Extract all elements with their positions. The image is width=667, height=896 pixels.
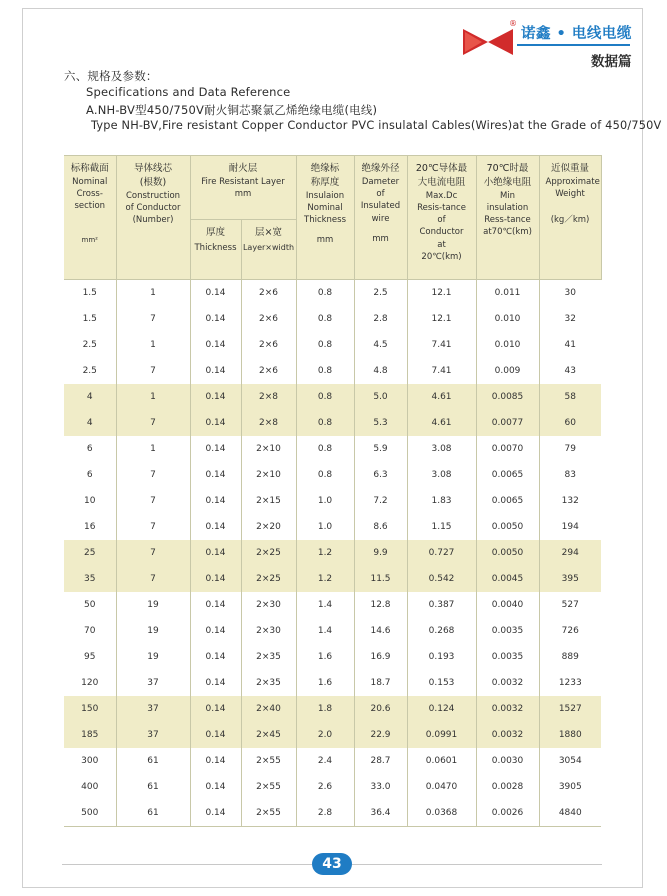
header-nominal-section: 标称截面 Nominal Cross-section mm² xyxy=(64,156,116,280)
table-row xyxy=(64,306,601,332)
table-cell: 61 xyxy=(116,800,190,827)
header-max-resistance: 20℃导体最大电流电阻 Max.Dc Resis-tance of Conductor at 20℃(km) xyxy=(407,156,476,280)
table-cell: 7 xyxy=(116,306,190,332)
table-cell: 50 xyxy=(84,600,96,610)
table-cell: 0.0032 xyxy=(476,722,539,748)
table-cell: 70 xyxy=(84,626,96,636)
table-cell: 58 xyxy=(539,384,601,410)
table-cell: 0.14 xyxy=(190,592,241,618)
table-cell: 0.542 xyxy=(407,566,476,592)
table-row xyxy=(64,748,601,774)
table-cell: 0.268 xyxy=(407,618,476,644)
table-row xyxy=(64,618,601,644)
table-cell: 33.0 xyxy=(354,774,407,800)
table-cell: 0.14 xyxy=(190,618,241,644)
table-cell: 2.8 xyxy=(354,306,407,332)
table-cell: 18.7 xyxy=(354,670,407,696)
table-cell: 0.8 xyxy=(296,358,354,384)
table-cell: 1.6 xyxy=(296,670,354,696)
table-cell: 0.14 xyxy=(190,774,241,800)
table-cell: 0.14 xyxy=(190,722,241,748)
table-cell: 0.8 xyxy=(296,410,354,436)
table-cell: 0.14 xyxy=(190,800,241,827)
brand-name xyxy=(509,19,632,43)
table-cell: 7 xyxy=(116,488,190,514)
table-cell: 150 xyxy=(64,696,116,722)
table-cell: 0.0077 xyxy=(476,410,539,436)
table-cell: 132 xyxy=(539,488,601,514)
table-cell: 5.3 xyxy=(354,410,407,436)
table-cell: 0.0470 xyxy=(407,774,476,800)
table-cell: 0.387 xyxy=(407,592,476,618)
table-row xyxy=(64,514,601,540)
table-cell: 1.2 xyxy=(296,566,354,592)
table-cell: 14.6 xyxy=(354,618,407,644)
table-cell: 30 xyxy=(539,280,601,307)
table-cell: 2.0 xyxy=(296,722,354,748)
table-row xyxy=(64,592,601,618)
table-cell: 19 xyxy=(116,644,190,670)
table-cell: 1.15 xyxy=(407,514,476,540)
table-row xyxy=(64,384,601,410)
table-cell: 300 xyxy=(81,756,99,766)
table-cell: 0.010 xyxy=(476,306,539,332)
table-cell: 0.14 xyxy=(190,358,241,384)
table-cell: 0.124 xyxy=(407,696,476,722)
table-cell: 0.0045 xyxy=(476,566,539,592)
table-cell: 2×55 xyxy=(241,774,296,800)
table-cell: 0.14 xyxy=(190,670,241,696)
table-cell: 2×40 xyxy=(241,696,296,722)
table-cell: 61 xyxy=(116,748,190,774)
table-cell: 0.0601 xyxy=(407,748,476,774)
subtitle-cn: A.NH-BV型450/750V耐火铜芯聚氯乙烯绝缘电缆(电线) xyxy=(86,103,378,117)
table-cell: 7 xyxy=(116,540,190,566)
table-cell: 9.9 xyxy=(354,540,407,566)
table-cell: 1.83 xyxy=(407,488,476,514)
table-cell: 294 xyxy=(539,540,601,566)
table-cell: 0.8 xyxy=(296,384,354,410)
table-cell: 0.009 xyxy=(476,358,539,384)
table-row xyxy=(64,774,601,800)
table-cell: 60 xyxy=(539,410,601,436)
header-min-insulation: 70℃时最小绝缘电阻 Min insulation Ress-tance at70℃(km) xyxy=(476,156,539,280)
table-cell: 0.0040 xyxy=(476,592,539,618)
table-row xyxy=(64,566,601,592)
table-cell: 0.0026 xyxy=(476,800,539,827)
table-cell: 1.4 xyxy=(296,618,354,644)
table-cell: 2×10 xyxy=(241,436,296,462)
table-cell: 2×25 xyxy=(241,566,296,592)
header-construction: 导体线芯(根数) Construction of Conductor (Number) xyxy=(116,156,190,280)
table-cell: 2×55 xyxy=(241,748,296,774)
table-cell: 4.8 xyxy=(354,358,407,384)
table-cell: 2.6 xyxy=(296,774,354,800)
table-cell: 1880 xyxy=(539,722,601,748)
table-cell: 2×25 xyxy=(241,540,296,566)
table-cell: 2.5 xyxy=(82,366,97,376)
table-cell: 2×30 xyxy=(241,618,296,644)
table-cell: 1.5 xyxy=(82,314,97,324)
table-body xyxy=(64,280,601,827)
table-cell: 7.41 xyxy=(407,358,476,384)
table-cell: 2×6 xyxy=(241,358,296,384)
table-cell: 35 xyxy=(64,566,116,592)
table-cell: 0.0035 xyxy=(476,644,539,670)
table-row xyxy=(64,488,601,514)
table-cell: 4.61 xyxy=(407,410,476,436)
table-cell: 20.6 xyxy=(354,696,407,722)
table-cell: 185 xyxy=(64,722,116,748)
table-cell: 7 xyxy=(116,410,190,436)
table-cell: 19 xyxy=(116,592,190,618)
table-cell: 0.8 xyxy=(296,436,354,462)
table-cell: 3054 xyxy=(539,748,601,774)
table-cell: 25 xyxy=(64,540,116,566)
table-row xyxy=(64,332,601,358)
brand-logo-icon xyxy=(463,29,513,55)
header-insulation-thickness: 绝缘标称厚度 Insulaion Nominal Thickness mm xyxy=(296,156,354,280)
table-row xyxy=(64,358,601,384)
table-cell: 0.8 xyxy=(296,280,354,307)
table-cell: 2×8 xyxy=(241,384,296,410)
header-thickness: 厚度 Thickness xyxy=(190,220,241,280)
table-row xyxy=(64,540,601,566)
table-cell: 37 xyxy=(116,670,190,696)
table-cell: 2.5 xyxy=(82,340,97,350)
table-cell: 527 xyxy=(539,592,601,618)
table-cell: 0.14 xyxy=(190,280,241,307)
table-cell: 0.0050 xyxy=(476,540,539,566)
table-row xyxy=(64,436,601,462)
table-cell: 726 xyxy=(539,618,601,644)
table-cell: 43 xyxy=(539,358,601,384)
table-row xyxy=(64,722,601,748)
table-cell: 0.010 xyxy=(476,332,539,358)
table-cell: 41 xyxy=(539,332,601,358)
table-cell: 0.14 xyxy=(190,410,241,436)
table-cell: 22.9 xyxy=(354,722,407,748)
table-cell: 2×8 xyxy=(241,410,296,436)
table-cell: 7 xyxy=(116,462,190,488)
table-cell: 0.011 xyxy=(476,280,539,307)
table-cell: 1 xyxy=(116,332,190,358)
table-cell: 0.0035 xyxy=(476,618,539,644)
table-row xyxy=(64,280,601,307)
table-cell: 1.5 xyxy=(82,288,97,298)
table-cell: 5.0 xyxy=(354,384,407,410)
title-en: Specifications and Data Reference xyxy=(86,85,291,99)
table-cell: 0.0028 xyxy=(476,774,539,800)
table-cell: 6 xyxy=(86,470,93,480)
table-cell: 0.0065 xyxy=(476,488,539,514)
table-cell: 194 xyxy=(539,514,601,540)
table-cell: 0.14 xyxy=(190,748,241,774)
table-cell: 61 xyxy=(116,774,190,800)
table-cell: 0.14 xyxy=(190,436,241,462)
table-cell: 2×30 xyxy=(241,592,296,618)
table-cell: 83 xyxy=(539,462,601,488)
table-cell: 7 xyxy=(116,566,190,592)
title-cn: 六、规格及参数： xyxy=(64,69,158,83)
table-cell: 2×10 xyxy=(241,462,296,488)
table-cell: 0.0065 xyxy=(476,462,539,488)
table-cell: 2×35 xyxy=(241,644,296,670)
table-cell: 0.14 xyxy=(190,696,241,722)
table-cell: 8.6 xyxy=(354,514,407,540)
table-cell: 2×45 xyxy=(241,722,296,748)
table-cell: 1233 xyxy=(539,670,601,696)
table-cell: 0.14 xyxy=(190,462,241,488)
table-cell: 37 xyxy=(116,696,190,722)
table-cell: 0.0032 xyxy=(476,670,539,696)
table-row xyxy=(64,670,601,696)
table-cell: 2.8 xyxy=(296,800,354,827)
table-cell: 0.14 xyxy=(190,488,241,514)
table-cell: 0.153 xyxy=(407,670,476,696)
table-cell: 0.8 xyxy=(296,306,354,332)
table-cell: 2×55 xyxy=(241,800,296,827)
table-cell: 2×20 xyxy=(241,514,296,540)
table-cell: 19 xyxy=(116,618,190,644)
table-cell: 4 xyxy=(64,410,116,436)
registered-mark: ® xyxy=(509,19,518,28)
table-cell: 28.7 xyxy=(354,748,407,774)
table-cell: 4840 xyxy=(539,800,601,827)
table-cell: 400 xyxy=(81,782,99,792)
table-cell: 1.2 xyxy=(296,540,354,566)
table-cell: 0.14 xyxy=(190,566,241,592)
table-cell: 0.14 xyxy=(190,384,241,410)
table-cell: 0.14 xyxy=(190,540,241,566)
table-cell: 1 xyxy=(116,280,190,307)
table-cell: 1.0 xyxy=(296,488,354,514)
header-layer-width: 层×宽 Layer×width xyxy=(241,220,296,280)
section-label: 数据篇 xyxy=(591,54,632,70)
table-cell: 0.8 xyxy=(296,332,354,358)
table-row xyxy=(64,462,601,488)
table-cell: 1 xyxy=(116,436,190,462)
table-cell: 1 xyxy=(116,384,190,410)
header-weight: 近似重量 Approximate Weight (kg／km) xyxy=(539,156,601,280)
table-cell: 95 xyxy=(84,652,96,662)
table-cell: 2×6 xyxy=(241,280,296,307)
table-cell: 16.9 xyxy=(354,644,407,670)
table-cell: 0.0085 xyxy=(476,384,539,410)
table-cell: 0.0032 xyxy=(476,696,539,722)
table-cell: 0.14 xyxy=(190,306,241,332)
table-cell: 3.08 xyxy=(407,436,476,462)
table-cell: 7 xyxy=(116,514,190,540)
table-cell: 0.0368 xyxy=(407,800,476,827)
table-cell: 0.14 xyxy=(190,644,241,670)
table-cell: 889 xyxy=(539,644,601,670)
table-cell: 79 xyxy=(539,436,601,462)
table-cell: 0.193 xyxy=(407,644,476,670)
table-cell: 5.9 xyxy=(354,436,407,462)
table-cell: 1.0 xyxy=(296,514,354,540)
page-number: 43 xyxy=(312,853,352,875)
table-cell: 7.41 xyxy=(407,332,476,358)
table-cell: 0.8 xyxy=(296,462,354,488)
table-cell: 1527 xyxy=(539,696,601,722)
table-cell: 6.3 xyxy=(354,462,407,488)
subtitle-en: Type NH-BV,Fire resistant Copper Conductor PVC insulatal Cables(Wires)at the Grade of 450/750V xyxy=(91,119,662,132)
header-divider xyxy=(517,44,630,46)
header-fire-layer: 耐火层 Fire Resistant Layer mm xyxy=(190,156,296,220)
table-cell: 2×6 xyxy=(241,332,296,358)
table-cell: 2×6 xyxy=(241,306,296,332)
table-cell: 2.4 xyxy=(296,748,354,774)
table-cell: 7 xyxy=(116,358,190,384)
table-cell: 4 xyxy=(64,384,116,410)
table-cell: 0.14 xyxy=(190,332,241,358)
table-cell: 3.08 xyxy=(407,462,476,488)
table-row xyxy=(64,410,601,436)
table-cell: 0.0050 xyxy=(476,514,539,540)
table-cell: 10 xyxy=(84,496,96,506)
table-row xyxy=(64,696,601,722)
header-insulated-diameter: 绝缘外径 Dameter of Insulated wire mm xyxy=(354,156,407,280)
table-row xyxy=(64,800,601,827)
table-cell: 7.2 xyxy=(354,488,407,514)
table-cell: 120 xyxy=(81,678,99,688)
table-cell: 0.0991 xyxy=(407,722,476,748)
brand-text: 诺鑫 • 电线电缆 xyxy=(521,26,632,42)
table-cell: 6 xyxy=(86,444,93,454)
table-cell: 32 xyxy=(539,306,601,332)
table-cell: 12.1 xyxy=(407,280,476,307)
table-cell: 16 xyxy=(84,522,96,532)
table-cell: 2×35 xyxy=(241,670,296,696)
table-cell: 1.4 xyxy=(296,592,354,618)
table-cell: 4.5 xyxy=(354,332,407,358)
table-cell: 1.8 xyxy=(296,696,354,722)
table-cell: 1.6 xyxy=(296,644,354,670)
table-cell: 11.5 xyxy=(354,566,407,592)
table-cell: 0.0070 xyxy=(476,436,539,462)
table-cell: 37 xyxy=(116,722,190,748)
table-cell: 12.1 xyxy=(407,306,476,332)
table-cell: 0.0030 xyxy=(476,748,539,774)
table-cell: 0.727 xyxy=(407,540,476,566)
table-cell: 0.14 xyxy=(190,514,241,540)
table-cell: 3905 xyxy=(539,774,601,800)
table-cell: 2.5 xyxy=(354,280,407,307)
table-cell: 500 xyxy=(81,808,99,818)
table-row xyxy=(64,644,601,670)
table-cell: 36.4 xyxy=(354,800,407,827)
table-cell: 2×15 xyxy=(241,488,296,514)
spec-table xyxy=(64,155,602,827)
table-cell: 395 xyxy=(539,566,601,592)
table-cell: 4.61 xyxy=(407,384,476,410)
table-cell: 12.8 xyxy=(354,592,407,618)
